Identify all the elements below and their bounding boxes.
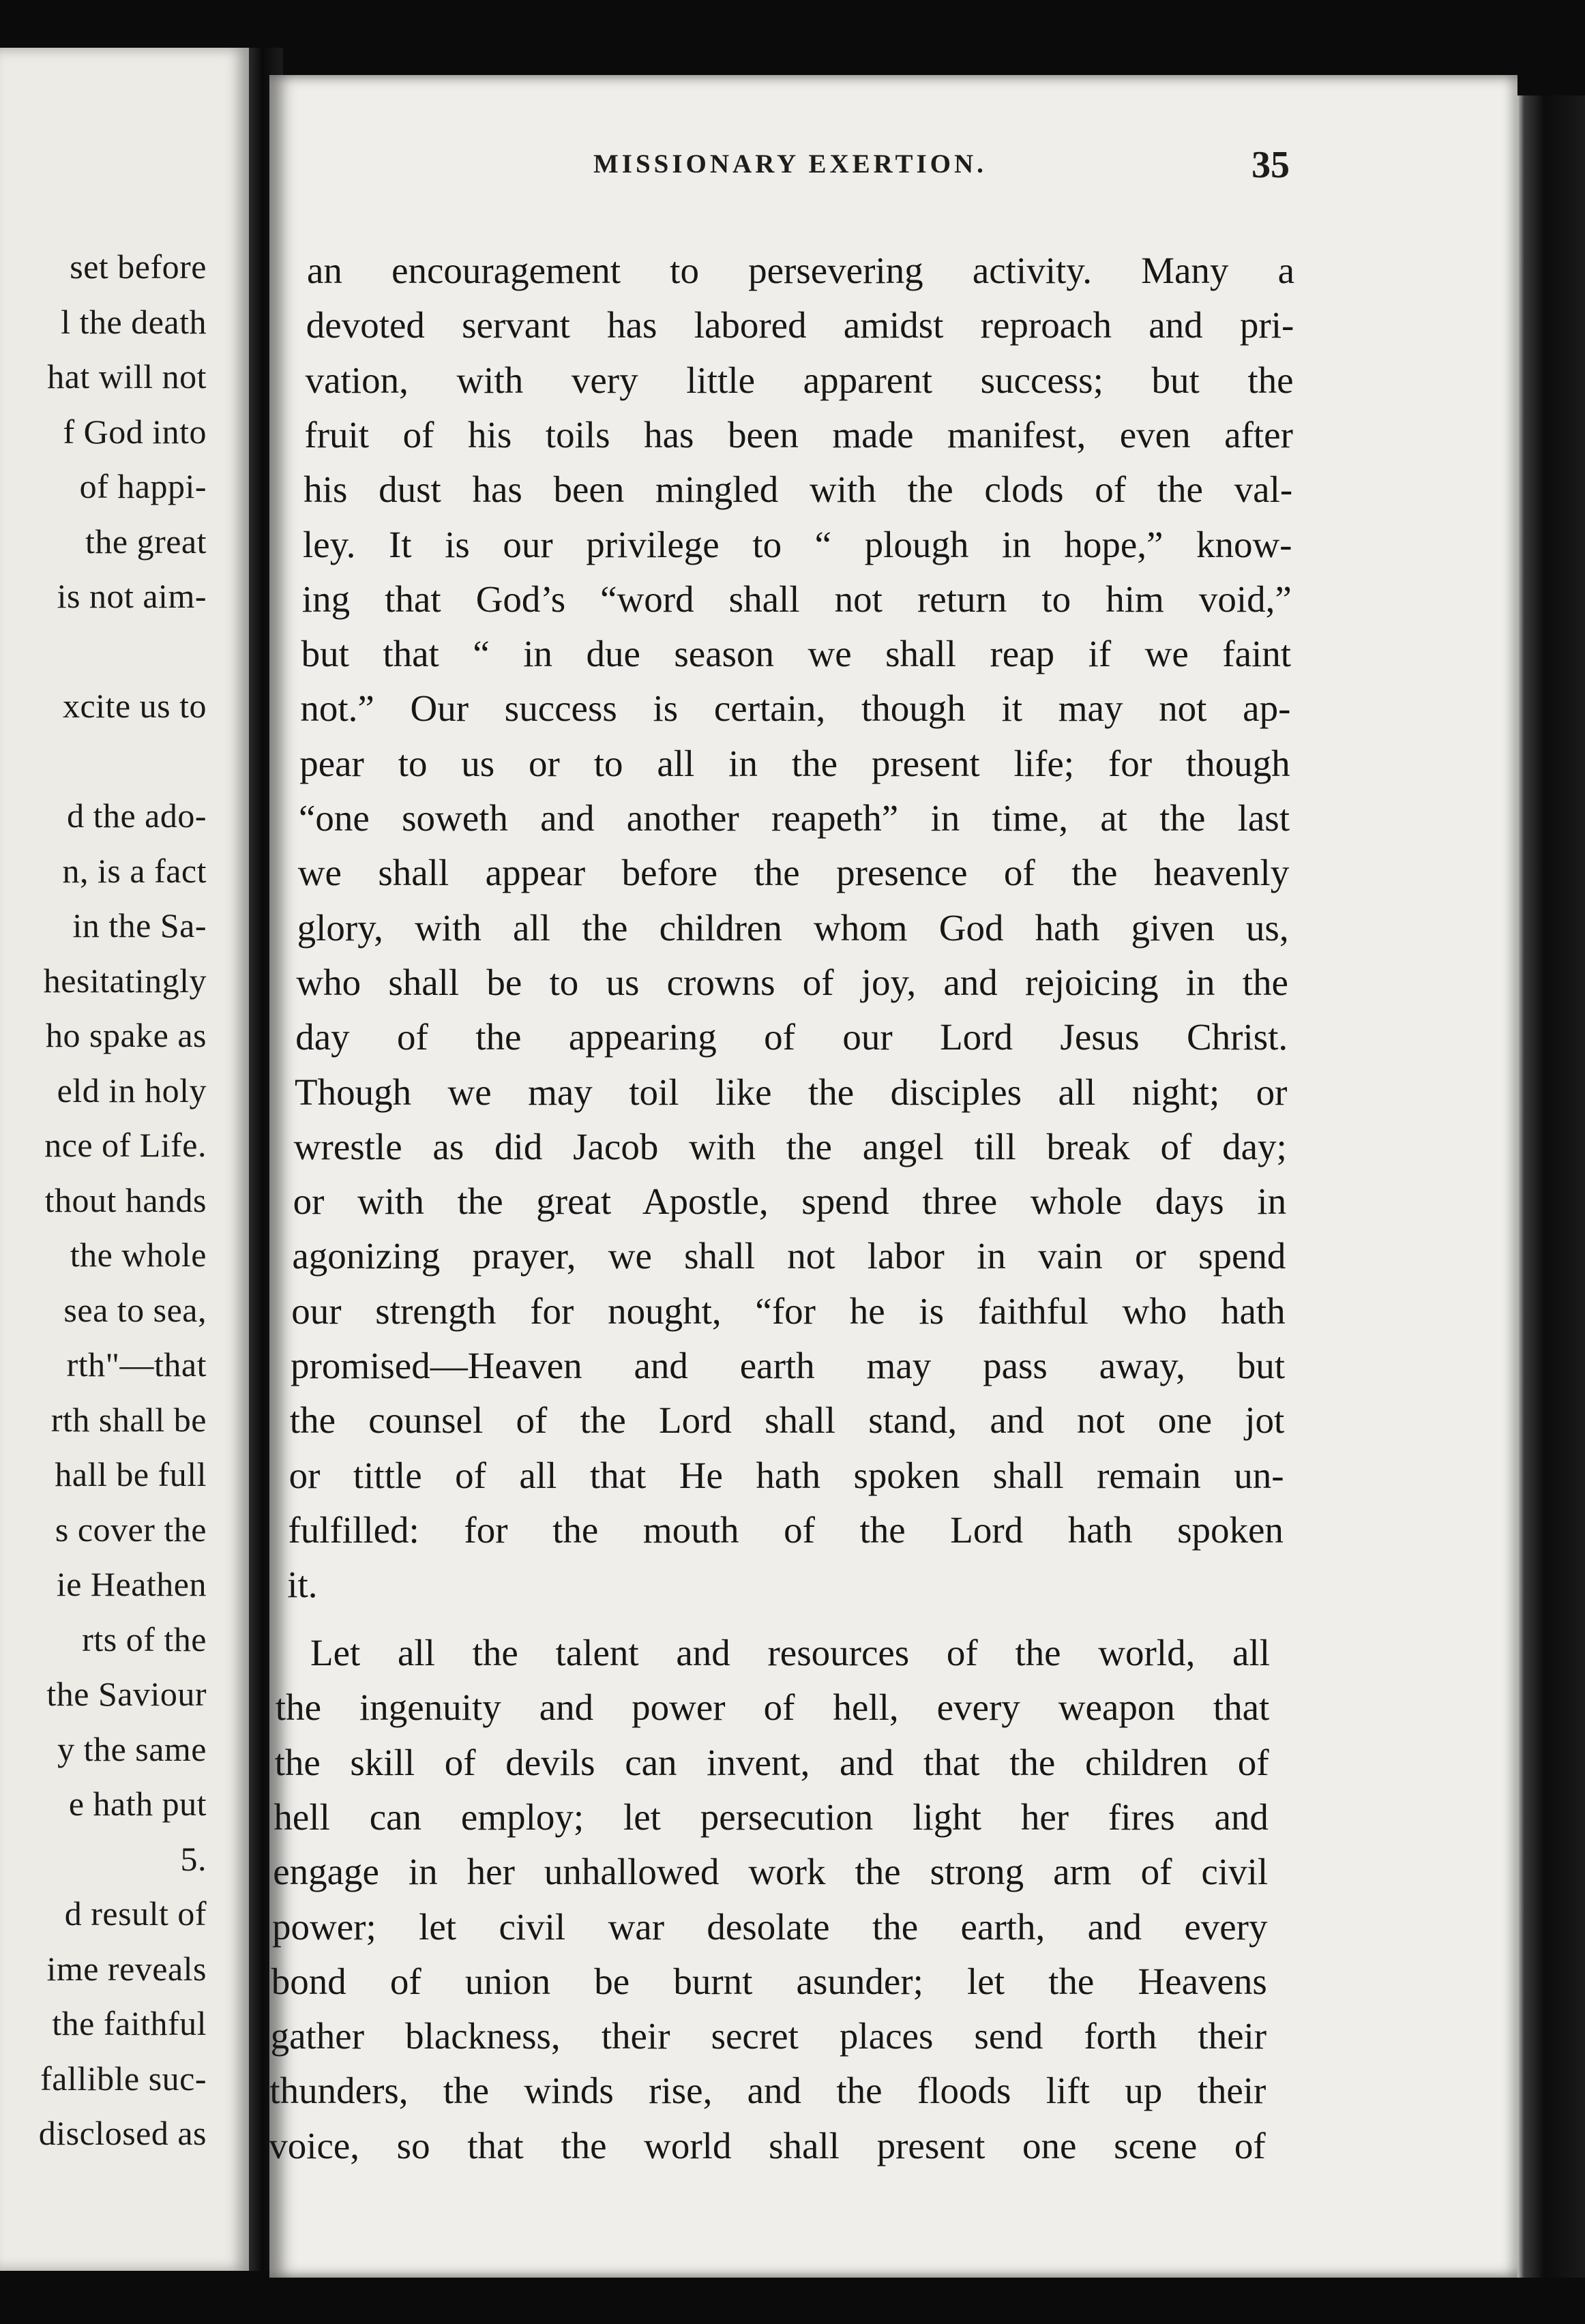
left-page-line: l the death — [61, 302, 207, 341]
text-line: his dust has been mingled with the clods of the val- — [303, 468, 1293, 511]
left-page-line: hall be full — [55, 1455, 207, 1493]
text-line: it. — [287, 1564, 318, 1606]
left-page-line: the great — [85, 522, 207, 561]
left-page-line: the faithful — [52, 2004, 207, 2042]
text-line: we shall appear before the presence of the heavenly — [297, 852, 1290, 894]
left-page-line: s cover the — [55, 1510, 207, 1549]
text-line: wrestle as did Jacob with the angel till break of day; — [293, 1125, 1287, 1167]
text-line: our strength for nought, “for he is faithful who hath — [291, 1290, 1286, 1332]
left-page-line: is not aim- — [57, 577, 207, 615]
left-page-line: the whole — [70, 1236, 207, 1274]
left-page-line: nce of Life. — [44, 1126, 207, 1164]
page-number: 35 — [1251, 144, 1290, 186]
text-line: fruit of his toils has been made manifest, even after — [304, 413, 1293, 456]
text-line: voice, so that the world shall present one scene of — [269, 2124, 1266, 2166]
left-page-line: d the ado- — [67, 796, 207, 835]
text-line: devoted servant has labored amidst reproach and pri- — [306, 304, 1294, 346]
left-page-line: sea to sea, — [63, 1290, 207, 1329]
text-line: thunders, the winds rise, and the floods lift up their — [269, 2070, 1266, 2112]
left-page-line: rth shall be — [50, 1400, 207, 1439]
left-page-line: hat will not — [47, 357, 207, 396]
text-line: power; let civil war desolate the earth, and every — [272, 1905, 1268, 1948]
text-line: the ingenuity and power of hell, every weapon that — [275, 1686, 1270, 1729]
text-line: agonizing prayer, we shall not labor in vain or spend — [292, 1235, 1286, 1277]
text-line: gather blackness, their secret places send forth their — [270, 2015, 1267, 2057]
left-page-line: eld in holy — [57, 1071, 207, 1109]
left-page-line: rth"—that — [66, 1345, 207, 1384]
left-page-line: xcite us to — [62, 687, 207, 725]
text-line: ing that God’s “word shall not return to him void,” — [301, 578, 1292, 620]
text-line: glory, with all the children whom God hath given us, — [297, 906, 1289, 949]
text-line: but that “ in due season we shall reap if we faint — [301, 633, 1292, 675]
text-line: engage in her unhallowed work the strong arm of civil — [273, 1851, 1269, 1893]
text-line: an encouragement to persevering activity. Many a — [307, 250, 1294, 291]
text-line: vation, with very little apparent success; but the — [305, 359, 1294, 401]
text-line: day of the appearing of our Lord Jesus Christ. — [295, 1016, 1288, 1058]
left-page-line: fallible suc- — [40, 2059, 207, 2098]
left-page-line: d result of — [64, 1894, 207, 1933]
text-line: pear to us or to all in the present life; for though — [299, 742, 1290, 784]
text-line: the skill of devils can invent, and that the children of — [274, 1741, 1269, 1783]
page-edge — [1517, 95, 1585, 2278]
running-head: MISSIONARY EXERTION. — [593, 149, 987, 179]
left-page-line: f God into — [63, 412, 207, 451]
text-line: promised—Heaven and earth may pass away, but — [291, 1345, 1285, 1386]
left-page-line: e hath put — [68, 1785, 207, 1823]
text-line: or with the great Apostle, spend three whole days in — [293, 1180, 1287, 1223]
text-line: not.” Our success is certain, though it may not ap- — [300, 687, 1291, 730]
left-page-line: ime reveals — [46, 1949, 207, 1988]
text-line: the counsel of the Lord shall stand, and not one jot — [289, 1399, 1285, 1442]
text-line: Though we may toil like the disciples all night; or — [295, 1071, 1288, 1113]
left-page — [0, 48, 249, 2271]
left-page-line: thout hands — [44, 1180, 207, 1219]
left-page-line: set before — [70, 248, 207, 286]
left-page-line: ie Heathen — [56, 1565, 207, 1603]
text-line: hell can employ; let persecution light her fires and — [273, 1796, 1269, 1838]
text-line: fulfilled: for the mouth of the Lord hath spoken — [288, 1508, 1284, 1551]
left-page-line: ho spake as — [46, 1016, 207, 1054]
text-line: ley. It is our privilege to “ plough in hope,” know- — [303, 523, 1292, 565]
left-page-line: rts of the — [82, 1620, 207, 1658]
left-page-line: of happi- — [79, 467, 207, 505]
left-page-line: y the same — [57, 1729, 207, 1768]
left-page-line: hesitatingly — [43, 961, 207, 1000]
left-page-line: 5. — [180, 1839, 207, 1878]
text-line: “one soweth and another reapeth” in time, at the last — [299, 797, 1290, 839]
text-line: or tittle of all that He hath spoken shall remain un- — [288, 1454, 1284, 1496]
text-line: bond of union be burnt asunder; let the Heavens — [271, 1960, 1267, 2002]
left-page-line: disclosed as — [38, 2114, 207, 2152]
text-line: Let all the talent and resources of the world, all — [310, 1632, 1270, 1673]
left-page-line: in the Sa- — [72, 906, 207, 944]
left-page-line: the Saviour — [46, 1675, 207, 1713]
text-line: who shall be to us crowns of joy, and rejoicing in the — [296, 961, 1288, 1003]
left-page-line: n, is a fact — [62, 851, 207, 890]
